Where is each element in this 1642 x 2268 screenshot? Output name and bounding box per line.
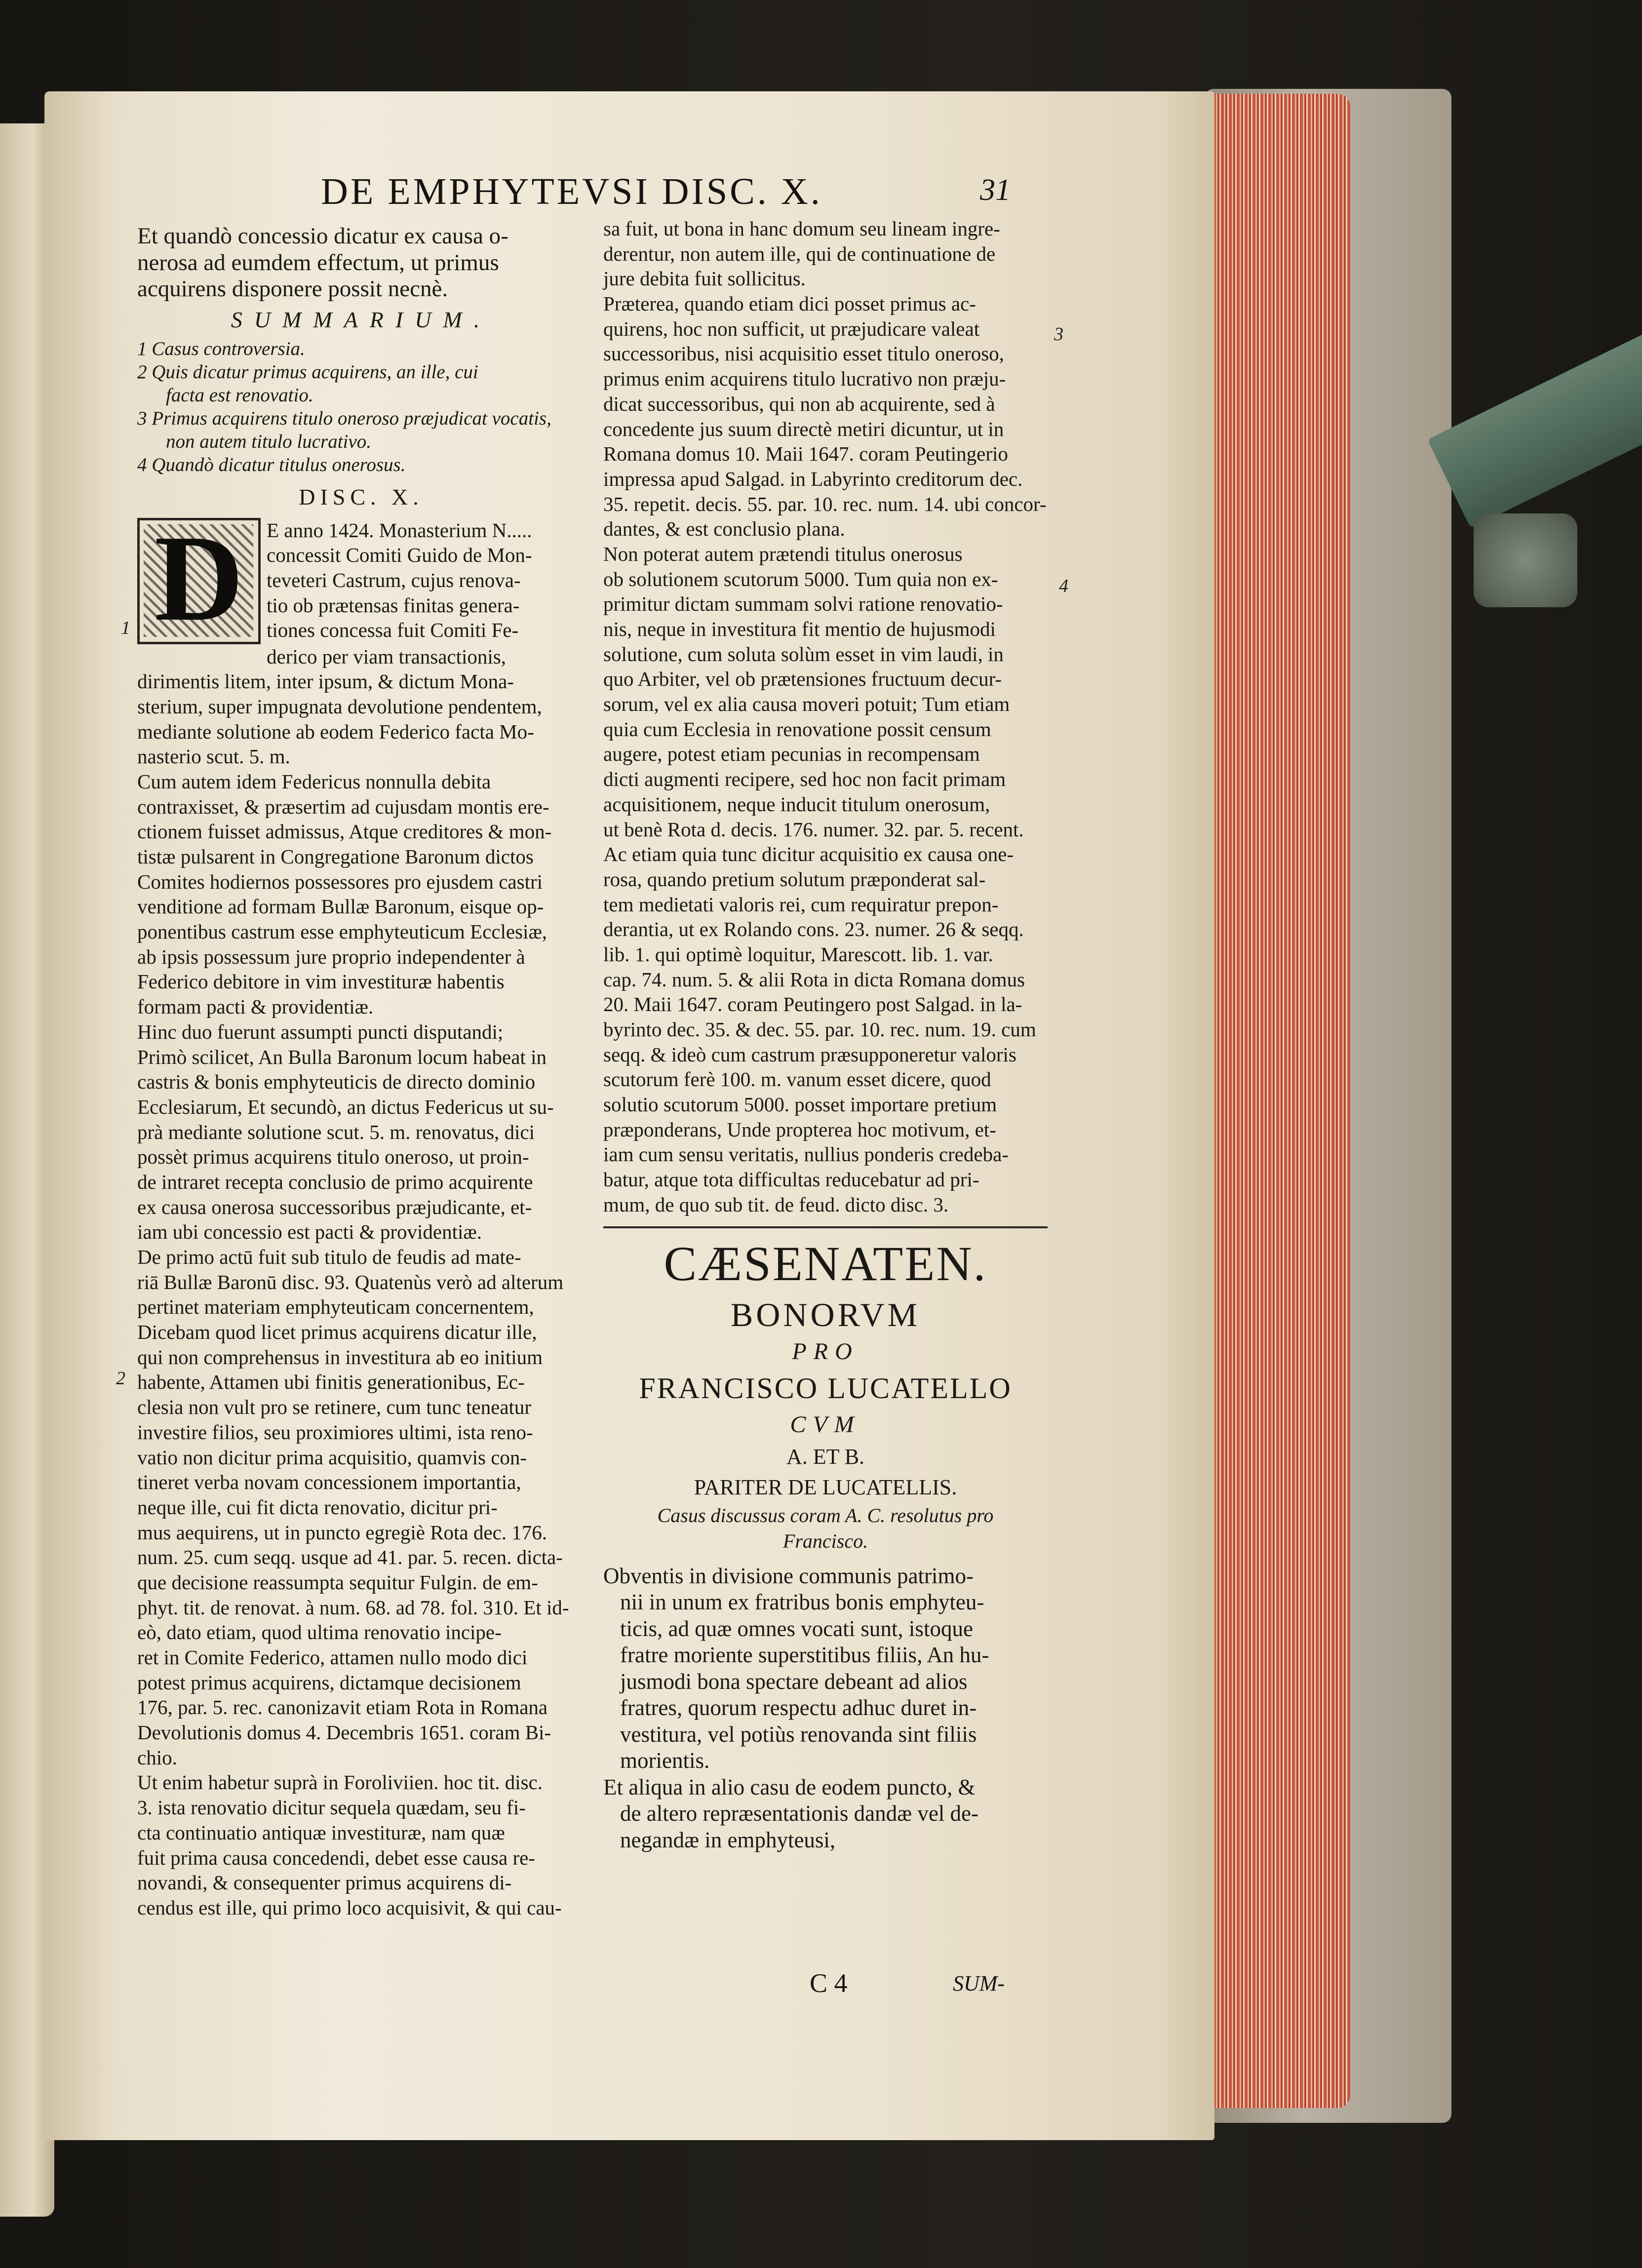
text-line: phyt. tit. de renovat. à num. 68. ad 78. fol. 310. Et id- (137, 1596, 569, 1619)
text-line: seqq. & ideò cum castrum præsupponeretur valoris (603, 1043, 1016, 1066)
margin-number: 1 (121, 618, 130, 638)
text-line: teveteri Castrum, cujus renova- (267, 568, 521, 591)
text-line: pertinet materiam emphyteuticam concernentem, (137, 1295, 534, 1319)
text-line: negandæ in emphyteusi, (620, 1827, 836, 1852)
left-body-text (137, 644, 585, 1920)
text-line: dirimentis litem, inter ipsum, & dictum Mona- (137, 670, 514, 693)
case-title-line: A. ET B. (786, 1444, 865, 1469)
text-line: Ut enim habetur suprà in Foroliviien. hoc tit. disc. (137, 1771, 543, 1794)
text-line: dantes, & est conclusio plana. (603, 517, 845, 541)
summarium-title: SUMMARIUM. (231, 307, 492, 332)
summarium-item: 1 Casus controversia. (137, 338, 305, 359)
drop-cap (137, 509, 261, 647)
red-page-edges (1197, 94, 1350, 2108)
text-line: qui non comprehensus in investitura ab eo initium (137, 1345, 543, 1369)
text-line: sa fuit, ut bona in hanc domum seu lineam ingre- (603, 217, 1000, 240)
text-line: augere, potest etiam pecunias in recompensam (603, 743, 980, 766)
text-line: mediante solutione ab eodem Federico facta Mo- (137, 720, 534, 743)
text-line: primus enim acquirens titulo lucrativo non præju- (603, 367, 1006, 391)
right-body-text (603, 216, 1048, 1217)
text-line: batur, atque tota difficultas reducebatur ad pri- (603, 1168, 979, 1191)
text-line: jure debita fuit sollicitus. (603, 267, 806, 290)
text-line: clesia non vult pro se retinere, cum tunc teneatur (137, 1396, 532, 1419)
case-summary-text (603, 1563, 1048, 1854)
text-line: sorum, vel ex alia causa moveri potuit; Tum etiam (603, 693, 1010, 716)
text-line: ex causa onerosa successoribus præjudicante, et- (137, 1195, 532, 1218)
summarium-item: 4 Quandò dicatur titulus onerosus. (137, 454, 406, 475)
text-line: fratres, quorum respectu adhuc duret in- (620, 1695, 977, 1720)
text-line: jusmodi bona spectare debeant ad alios (620, 1669, 968, 1694)
text-line: possèt primus acquirens titulo oneroso, ut proin- (137, 1145, 529, 1169)
text-line: cap. 74. num. 5. & alii Rota in dicta Romana domus (603, 968, 1025, 991)
text-line: derantia, ut ex Rolando cons. 23. numer. 26 & seqq. (603, 918, 1024, 941)
text-line: cta continuatio antiquæ investituræ, nam quæ (137, 1821, 505, 1844)
drop-cap-letter: D (154, 509, 244, 647)
text-line: prà mediante solutione scut. 5. m. renovatus, dici (137, 1120, 535, 1143)
text-line: byrinto dec. 35. & dec. 55. par. 10. rec. num. 19. cum (603, 1018, 1036, 1041)
text-line: iam ubi concessio est pacti & providentiæ. (137, 1220, 482, 1244)
text-line: Dicebam quod licet primus acquirens dicatur ille, (137, 1321, 537, 1344)
text-line: ponentibus castrum esse emphyteuticum Ecclesiæ, (137, 920, 547, 943)
text-line: derico per viam transactionis, (267, 645, 506, 668)
text-line: eò, dato etiam, quod ultima renovatio incipe- (137, 1621, 502, 1644)
text-line: que decisione reassumpta sequitur Fulgin. de em- (137, 1570, 538, 1594)
text-line: derentur, non autem ille, qui de continuatione de (603, 242, 996, 265)
text-line: riā Bullæ Baronū disc. 93. Quatenùs verò ad alterum (137, 1270, 564, 1293)
text-line: novandi, & consequenter primus acquirens di- (137, 1871, 512, 1894)
text-line: ob solutionem scutorum 5000. Tum quia non ex- (603, 567, 998, 590)
case-title-line: BONORVM (730, 1295, 921, 1333)
text-line: 35. repetit. decis. 55. par. 10. rec. num. 14. ubi concor- (603, 492, 1047, 515)
text-line: scutorum ferè 100. m. vanum esset dicere, quod (603, 1068, 991, 1091)
summarium-item: facta est renovatio. (166, 384, 313, 406)
case-title-line: PARITER DE LUCATELLIS. (694, 1475, 957, 1499)
catchword: SUM- (953, 1971, 1005, 1995)
case-title-line: FRANCISCO LUCATELLO (639, 1371, 1012, 1405)
text-line: Comites hodiernos possessores pro ejusdem castri (137, 870, 543, 893)
right-column (603, 216, 1048, 1853)
margin-number: 4 (1059, 576, 1068, 596)
text-line: impressa apud Salgad. in Labyrinto creditorum dec. (603, 467, 1023, 490)
text-line: de intraret recepta conclusio de primo acquirente (137, 1170, 533, 1193)
text-line: Devolutionis domus 4. Decembris 1651. coram Bi- (137, 1721, 551, 1744)
text-line: dicat successoribus, qui non ab acquirente, sed à (603, 392, 995, 415)
text-line: rosa, quando pretium solutum præponderat sal- (603, 867, 986, 891)
text-line: castris & bonis emphyteuticis de directo dominio (137, 1070, 536, 1094)
text-line: sterium, super impugnata devolutione pendentem, (137, 695, 542, 718)
text-line: fratre moriente superstitibus filiis, An hu- (620, 1642, 989, 1667)
text-line: quia cum Ecclesia in renovatione possit censum (603, 717, 991, 741)
text-line: nii in unum ex fratribus bonis emphyteu- (620, 1590, 984, 1614)
text-line: concessit Comiti Guido de Mon- (267, 544, 532, 567)
text-line: morientis. (620, 1748, 710, 1773)
text-line: ret in Comite Federico, attamen nullo modo dici (137, 1646, 528, 1669)
running-head: DE EMPHYTEVSI DISC. X. (321, 171, 822, 212)
text-line: neque ille, cui fit dicta renovatio, dicitur pri- (137, 1495, 498, 1519)
text-line: quirens, hoc non sufficit, ut præjudicare valeat (603, 317, 980, 340)
case-note: Francisco. (782, 1529, 868, 1552)
lead-paragraph (137, 223, 585, 303)
text-line: contraxisset, & præsertim ad cujusdam montis ere- (137, 795, 549, 818)
text-line: acquirens disponere possit necnè. (137, 276, 448, 302)
text-line: potest primus acquirens, dictamque decisionem (137, 1671, 521, 1694)
text-line: 20. Maii 1647. coram Peutingero post Salgad. in la- (603, 993, 1022, 1016)
case-title-line: CVM (790, 1411, 861, 1438)
left-column (137, 223, 585, 1920)
clasp-pin (1474, 513, 1577, 607)
text-line: fuit prima causa concedendi, debet esse causa re- (137, 1846, 535, 1869)
text-line: Federico debitore in vim investituræ habentis (137, 970, 505, 993)
text-line: E anno 1424. Monasterium N..... (267, 518, 532, 542)
text-line: formam pacti & providentiæ. (137, 995, 374, 1018)
text-line: ctionem fuisset admissus, Atque creditores & mon- (137, 820, 552, 843)
text-line: Romana domus 10. Maii 1647. coram Peutingerio (603, 442, 1008, 466)
text-line: investire filios, seu proximiores ultimi, ista reno- (137, 1420, 533, 1444)
text-line: habente, Attamen ubi finitis generationibus, Ec- (137, 1370, 525, 1394)
text-line: vatio non dicitur prima acquisitio, quamvis con- (137, 1446, 527, 1469)
case-title-line: PRO (792, 1338, 859, 1365)
text-line: Hinc duo fuerunt assumpti puncti disputandi; (137, 1020, 504, 1043)
text-line: tineret verba novam concessionem importantia, (137, 1471, 521, 1494)
margin-number: 3 (1054, 324, 1063, 345)
text-line: concedente jus suum directè metiri dicuntur, ut in (603, 417, 1004, 440)
text-line: Non poterat autem prætendi titulus onerosus (603, 542, 963, 565)
text-line: solutione, cum soluta solùm esset in vim laudi, in (603, 642, 1004, 665)
text-line: ab ipsis possessum jure proprio independenter à (137, 945, 525, 968)
section-rule (603, 1226, 1048, 1228)
text-line: chio. (137, 1746, 177, 1769)
case-note: Casus discussus coram A. C. resolutus pro (657, 1504, 994, 1526)
summarium-item: 3 Primus acquirens titulo oneroso præjudicat vocatis, (137, 407, 551, 429)
text-line: Et quandò concessio dicatur ex causa o- (137, 223, 508, 249)
drop-cap-block (137, 509, 585, 647)
text-line: acquisitionem, neque inducit titulum onerosum, (603, 792, 990, 816)
text-line: 3. ista renovatio dicitur sequela quædam, seu fi- (137, 1796, 526, 1819)
text-line: de altero repræsentationis dandæ vel de- (620, 1801, 979, 1826)
text-line: Præterea, quando etiam dici posset primus ac- (603, 292, 976, 315)
disc-heading: DISC. X. (299, 484, 424, 509)
text-line: præponderans, Unde propterea hoc motivum, et- (603, 1118, 996, 1141)
text-line: solutio scutorum 5000. posset importare pretium (603, 1093, 997, 1116)
text-line: lib. 1. qui optimè loquitur, Marescott. lib. 1. var. (603, 942, 993, 966)
text-line: Obventis in divisione communis patrimo- (603, 1563, 974, 1588)
margin-number: 2 (116, 1368, 125, 1389)
text-line: cendus est ille, qui primo loco acquisivit, & qui cau- (137, 1896, 562, 1919)
summarium-item: non autem titulo lucrativo. (166, 430, 371, 452)
text-line: vestitura, vel potiùs renovanda sint filiis (620, 1721, 977, 1747)
text-line: mum, de quo sub tit. de feud. dicto disc. 3. (603, 1193, 949, 1216)
text-line: nasterio scut. 5. m. (137, 745, 290, 768)
case-title-line: CÆSENATEN. (664, 1236, 987, 1291)
text-line: primitur dictam summam solvi ratione renovatio- (603, 592, 1003, 616)
text-line: quo Arbiter, vel ob prætensiones fructuum decur- (603, 667, 1002, 691)
text-line: num. 25. cum seqq. usque ad 41. par. 5. recen. dicta- (137, 1546, 563, 1569)
text-line: Ecclesiarum, Et secundò, an dictus Federicus ut su- (137, 1095, 554, 1118)
text-line: ut benè Rota d. decis. 176. numer. 32. par. 5. recent. (603, 818, 1024, 841)
text-line: tiones concessa fuit Comiti Fe- (267, 619, 519, 642)
text-line: Cum autem idem Federicus nonnulla debita (137, 770, 491, 793)
text-line: tem medietati valoris rei, cum requiratur prepon- (603, 893, 999, 916)
drop-cap-lines (267, 518, 585, 643)
text-line: 176, par. 5. rec. canonizavit etiam Rota in Romana (137, 1696, 548, 1719)
page-number: 31 (980, 173, 1011, 207)
text-line: venditione ad formam Bullæ Baronum, eisque op- (137, 895, 544, 918)
text-line: Et aliqua in alio casu de eodem puncto, & (603, 1774, 976, 1799)
text-line: Primò scilicet, An Bulla Baronum locum habeat in (137, 1045, 547, 1068)
signature-mark: C 4 (810, 1968, 848, 1998)
text-line: De primo actū fuit sub titulo de feudis ad mate- (137, 1246, 521, 1268)
text-line: nerosa ad eumdem effectum, ut primus (137, 249, 499, 275)
text-line: iam cum sensu veritatis, nullius ponderis credeba- (603, 1143, 1009, 1166)
summarium-item: 2 Quis dicatur primus acquirens, an ille, cui (137, 361, 478, 383)
text-line: tistæ pulsarent in Congregatione Baronum dictos (137, 845, 534, 868)
text-line: Ac etiam quia tunc dicitur acquisitio ex causa one- (603, 843, 1014, 866)
text-line: nis, neque in investitura fit mentio de hujusmodi (603, 618, 996, 640)
text-line: ticis, ad quæ omnes vocati sunt, istoque (620, 1616, 973, 1641)
summarium-list (137, 337, 585, 476)
text-line: dicti augmenti recipere, sed hoc non facit primam (603, 768, 1006, 791)
text-line: tio ob prætensas finitas genera- (267, 593, 520, 617)
text-line: successoribus, nisi acquisitio esset titulo oneroso, (603, 342, 1004, 365)
new-case-title (603, 1233, 1048, 1554)
text-line: mus aequirens, ut in puncto egregiè Rota dec. 176. (137, 1521, 547, 1544)
